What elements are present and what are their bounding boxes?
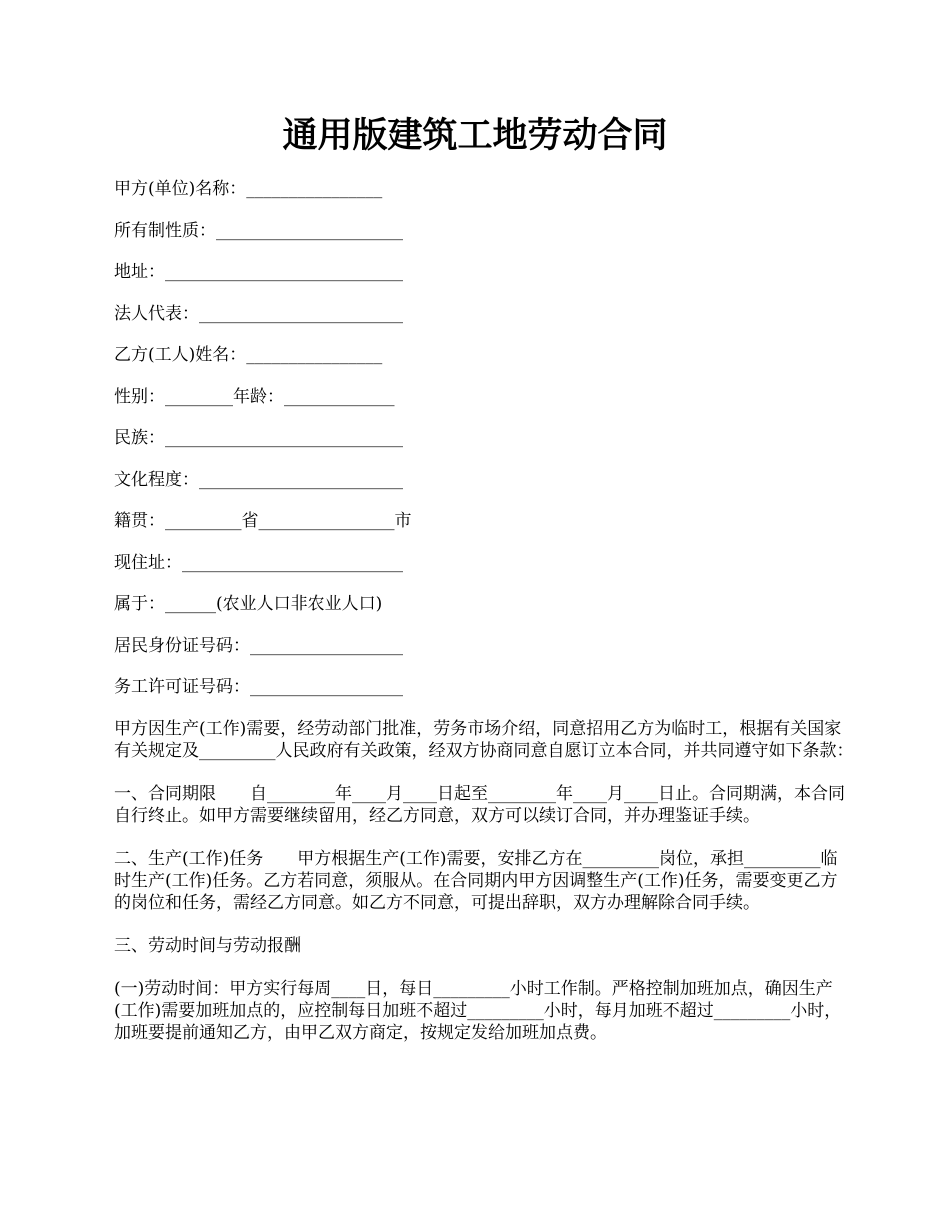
field-gender-age: 性别：________年龄：_____________ bbox=[114, 386, 395, 407]
paragraph-contract-term: 一、合同期限 自________年____月____日起至________年____月____日止。合同期满，本合同自行终止。如甲方需要继续留用，经乙方同意，双方可以续订合同，并办理鉴证手续。 bbox=[114, 783, 845, 826]
document-body bbox=[114, 178, 854, 1065]
paragraph-section-heading: 三、劳动时间与劳动报酬 bbox=[114, 935, 301, 956]
paragraph-work-task: 二、生产(工作)任务 甲方根据生产(工作)需要，安排乙方在_________岗位，承担_________临时生产(工作)任务。乙方若同意，须服从。在合同期内甲方因调整生产(工作)任务，需要变更乙方的岗位和任务，需经乙方同意。如乙方不同意，可提出辞职，双方办理解除合同手续。 bbox=[114, 848, 838, 913]
field-address: 地址：____________________________ bbox=[114, 262, 403, 282]
field-party-b-name: 乙方(工人)姓名：________________ bbox=[114, 345, 383, 365]
paragraph-preamble: 甲方因生产(工作)需要，经劳动部门批准，劳务市场介绍，同意招用乙方为临时工，根据有关国家有关规定及_________人民政府有关政策，经双方协商同意自愿订立本合同，并共同遵守如下条款： bbox=[114, 718, 854, 761]
field-legal-representative: 法人代表：________________________ bbox=[114, 303, 403, 324]
field-ethnicity: 民族：____________________________ bbox=[114, 428, 403, 448]
field-education: 文化程度：________________________ bbox=[114, 469, 403, 490]
field-household-type: 属于：______(农业人口非农业人口) bbox=[114, 594, 383, 614]
field-work-permit-number: 务工许可证号码：__________________ bbox=[114, 677, 403, 697]
field-current-address: 现住址：__________________________ bbox=[114, 552, 403, 573]
field-ownership-type: 所有制性质：______________________ bbox=[114, 220, 403, 241]
field-native-place: 籍贯：_________省________________市 bbox=[114, 511, 412, 531]
document-title: 通用版建筑工地劳动合同 bbox=[282, 115, 668, 156]
field-party-a-name: 甲方(单位)名称：________________ bbox=[114, 179, 383, 199]
paragraph-working-hours: (一)劳动时间：甲方实行每周____日，每日_________小时工作制。严格控制加班加点，确因生产(工作)需要加班加点的，应控制每日加班不超过_________小时，每月加班不超过_________小时，加班要提前通知乙方，由甲乙双方商定，按规定发给加班加点费。 bbox=[114, 978, 842, 1043]
field-id-number: 居民身份证号码：__________________ bbox=[114, 635, 403, 656]
